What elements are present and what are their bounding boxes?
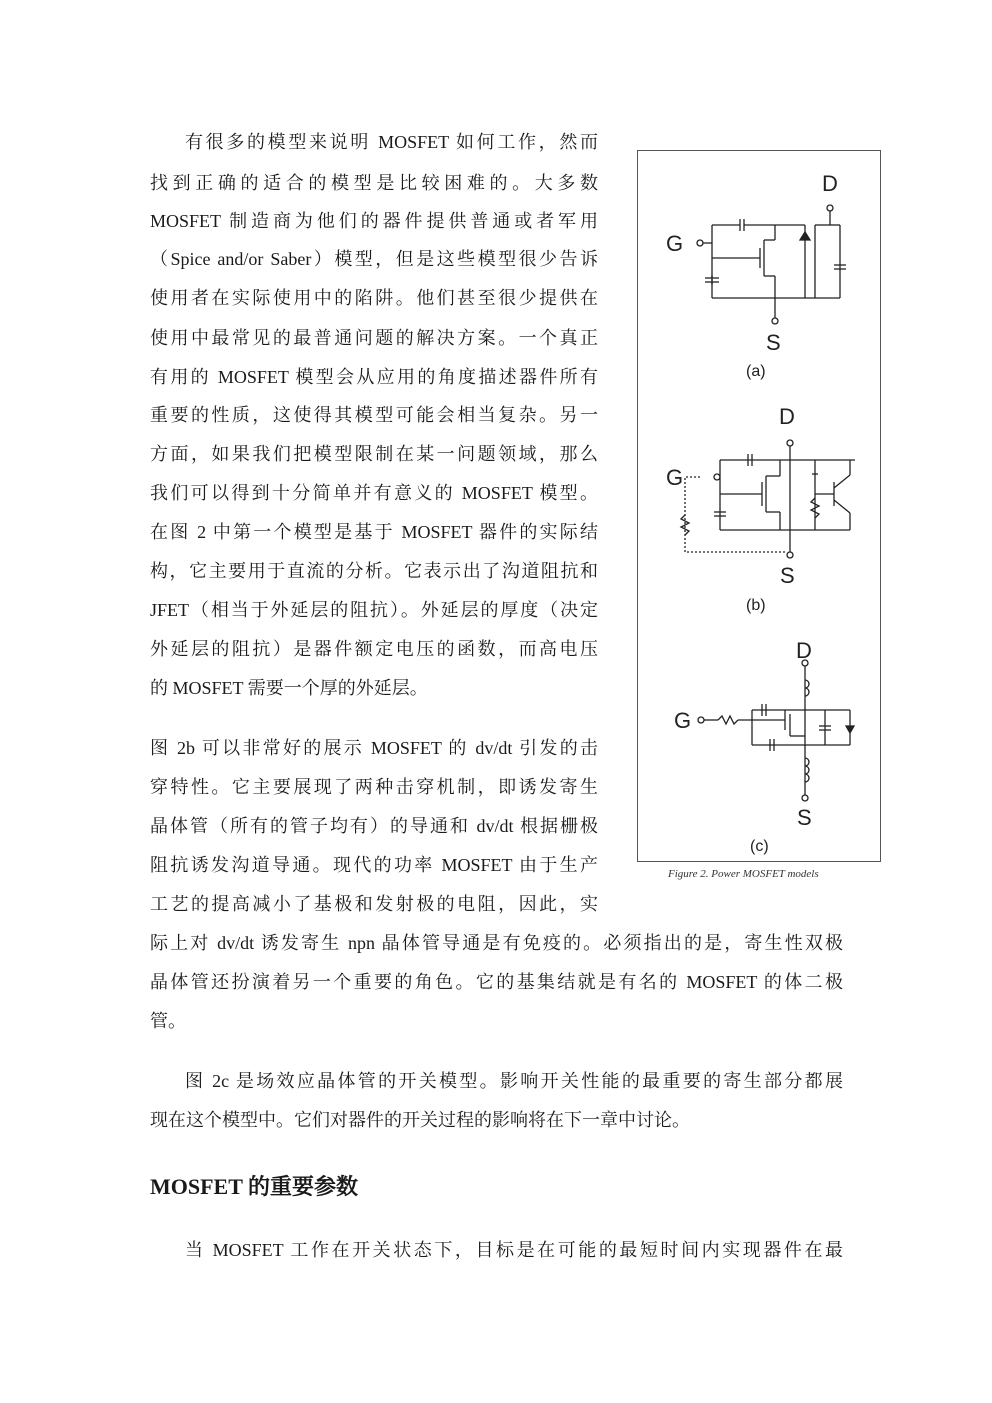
paragraph-2-line: 际上对 dv/dt 诱发寄生 npn 晶体管导通是有免疫的。必须指出的是，寄生性双极 <box>150 933 843 953</box>
label-s-b: S <box>780 563 795 588</box>
label-s-c: S <box>797 805 812 830</box>
paragraph-1-line: 使用者在实际使用中的陷阱。他们甚至很少提供在 <box>150 288 598 308</box>
paragraph-1-line: JFET（相当于外延层的阻抗）。外延层的厚度（决定 <box>150 600 598 620</box>
label-g-a: G <box>666 231 684 256</box>
label-d-c: D <box>796 638 812 663</box>
paragraph-2-line: 管。 <box>150 1011 186 1031</box>
paragraph-1-line: 有很多的模型来说明 MOSFET 如何工作，然而 <box>185 132 598 152</box>
paragraph-1-line: 找到正确的适合的模型是比较困难的。大多数 <box>150 173 598 193</box>
paragraph-1-line: 我们可以得到十分简单并有意义的 MOSFET 模型。 <box>150 483 598 503</box>
paragraph-1-line: MOSFET 制造商为他们的器件提供普通或者军用 <box>150 211 598 231</box>
paragraph-2-line: 穿特性。它主要展现了两种击穿机制，即诱发寄生 <box>150 777 598 797</box>
label-panel-a: (a) <box>746 363 766 380</box>
figure-caption: Figure 2. Power MOSFET models <box>668 868 819 880</box>
paragraph-2-line: 晶体管还扮演着另一个重要的角色。它的基集结就是有名的 MOSFET 的体二极 <box>150 972 843 992</box>
paragraph-2-line: 工艺的提高减小了基极和发射极的电阻，因此，实 <box>150 894 598 914</box>
circuit-b <box>681 440 855 558</box>
paragraph-1-line: 构，它主要用于直流的分析。它表示出了沟道阻抗和 <box>150 561 598 581</box>
label-panel-c: (c) <box>750 838 769 855</box>
circuit-a <box>697 205 846 324</box>
paragraph-2-line: 阻抗诱发沟道导通。现代的功率 MOSFET 由于生产 <box>150 855 598 875</box>
paragraph-1-line: 重要的性质，这使得其模型可能会相当复杂。另一 <box>150 405 598 425</box>
paragraph-1-line: 有用的 MOSFET 模型会从应用的角度描述器件所有 <box>150 367 598 387</box>
label-g-c: G <box>674 708 692 733</box>
paragraph-1-line: 方面，如果我们把模型限制在某一问题领域，那么 <box>150 444 598 464</box>
paragraph-3-line: 图 2c 是场效应晶体管的开关模型。影响开关性能的最重要的寄生部分都展 <box>185 1071 843 1091</box>
paragraph-2-line: 图 2b 可以非常好的展示 MOSFET 的 dv/dt 引发的击 <box>150 738 598 758</box>
paragraph-2-line: 晶体管（所有的管子均有）的导通和 dv/dt 根据栅极 <box>150 816 598 836</box>
paragraph-1-line: 在图 2 中第一个模型是基于 MOSFET 器件的实际结 <box>150 522 598 542</box>
label-s-a: S <box>766 330 781 355</box>
label-d-a: D <box>822 171 838 196</box>
paragraph-1-line: 使用中最常见的最普通问题的解决方案。一个真正 <box>150 328 598 348</box>
label-panel-b: (b) <box>746 597 766 614</box>
paragraph-1-line: （Spice and/or Saber）模型，但是这些模型很少告诉 <box>150 249 598 269</box>
circuit-c <box>698 660 854 801</box>
paragraph-4-line: 当 MOSFET 工作在开关状态下，目标是在可能的最短时间内实现器件在最 <box>185 1240 843 1260</box>
section-heading: MOSFET 的重要参数 <box>150 1174 359 1199</box>
label-g-b: G <box>666 465 684 490</box>
label-d-b: D <box>779 404 795 429</box>
paragraph-3-line: 现在这个模型中。它们对器件的开关过程的影响将在下一章中讨论。 <box>150 1110 690 1130</box>
paragraph-1-line: 外延层的阻抗）是器件额定电压的函数，而高电压 <box>150 639 598 659</box>
paragraph-1-line: 的 MOSFET 需要一个厚的外延层。 <box>150 678 428 698</box>
